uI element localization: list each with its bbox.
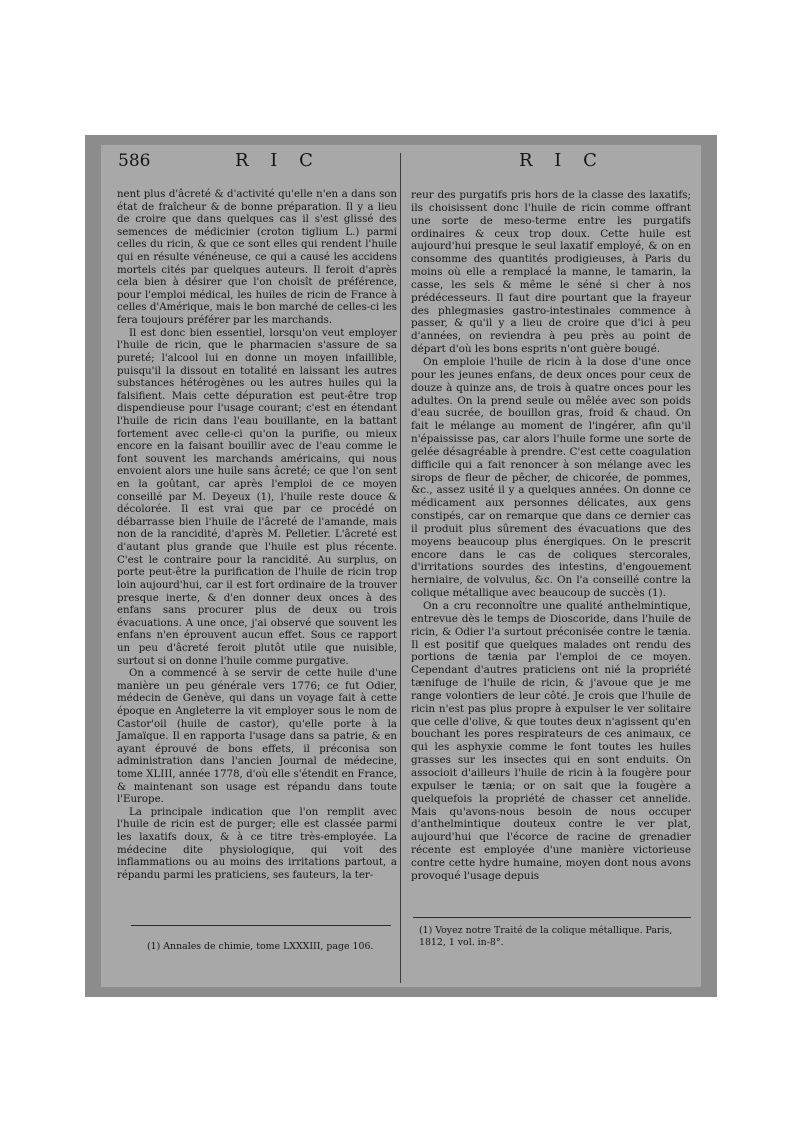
right-paragraph-1: reur des purgatifs pris hors de la classe des laxatifs; ils choisissent donc l'huile de ricin comme offrant une sorte de meso-terme entre les purgatifs ordinaires & ceux trop doux. Cette huile est aujourd'hui presque le seul laxatif employé, & on en consomme des quantités prodigieuses, à Paris du moins où elle a remplacé la manne, le tamarin, la casse, les sels & même le séné si cher à nos prédécesseurs. Il faut dire pourtant que la frayeur des phlegmasies gastro-intestinales commence à passer, & qu'il y a lieu de croire que d'ici à peu d'années, on reviendra à peu près au point de départ d'où les bons esprits n'ont guère bougé. — [411, 189, 691, 356]
right-paragraph-2: On emploie l'huile de ricin à la dose d'une once pour les jeunes enfans, de deux onces pour ceux de douze à quinze ans, de trois à quatre onces pour les adultes. On la prend seule ou mêlée avec son poids d'eau sucrée, de bouillon gras, froid & chaud. On fait le mélange au moment de l'ingérer, afin qu'il n'épaississe pas, car alors l'huile forme une sorte de gelée désagréable à prendre. C'est cette coagulation difficile qui a fait renoncer à son mélange avec les sirops de fleur de pêcher, de chicorée, de pommes, &c., assez usité il y a quelques années. On donne ce médicament aux personnes délicates, aux gens constipés, car on remarque que dans ce dernier cas il produit plus sûrement des évacuations que des moyens beaucoup plus énergiques. On le prescrit encore dans le cas de coliques stercorales, d'irritations sourdes des intestins, d'engouement herniaire, de volvulus, &c. On l'a conseillé contre la colique métallique avec beaucoup de succès (1). — [411, 355, 691, 600]
scanned-page-background — [85, 135, 717, 997]
left-paragraph-3: On a commencé à se servir de cette huile d'une manière un peu générale vers 1776; ce fut Odier, médecin de Genève, qui dans un voyage fait à cette époque en Angleterre la vit employer sous le nom de Castor'oil (huile de castor), qu'elle porte à la Jamaïque. Il en rapporta l'usage dans sa patrie, & en ayant éprouvé de bons effets, il préconisa son administration dans l'ancien Journal de médecine, tome XLIII, année 1778, d'où elle s'étendit en France, & maintenant son usage est répandu dans toute l'Europe. — [117, 668, 397, 806]
left-paragraph-4: La principale indication que l'on remplit avec l'huile de ricin est de purger; elle est classée parmi les laxatifs doux, & à ce titre très-employée. La médecine dite physiologique, qui voit des inflammations ou au moins des irritations partout, a répandu parmi les praticiens, ses fauteurs, la ter- — [117, 806, 397, 881]
right-paragraph-3: On a cru reconnoître une qualité anthelmintique, entrevue dès le temps de Dioscoride, dans l'huile de ricin, & Odier l'a surtout préconisée contre le tænia. Il est positif que quelques malades ont rendu des portions de tænia par l'emploi de ce moyen. Cependant d'autres praticiens ont nié la propriété tænifuge de l'huile de ricin, & j'avoue que je me range volontiers de leur côté. Je crois que l'huile de ricin n'est pas plus propre à expulser le ver solitaire que celle d'olive, & que toutes deux n'agissent qu'en bouchant les pores respirateurs de ces animaux, ce qui les asphyxie comme le font toutes les huiles grasses sur les insectes qui en sont enduits. On associoit d'ailleurs l'huile de ricin à la fougère pour expulser le tænia; or on sait que la fougère a quelquefois la propriété de chasser cet annelide. Mais qu'avons-nous besoin de nous occuper d'anthelmintique douteux contre le ver plat, aujourd'hui que l'écorce de racine de grenadier récente est employée d'une manière victorieuse contre cette hydre humaine, moyen dont nous avons provoqué l'usage depuis — [411, 600, 691, 882]
left-paragraph-1: nent plus d'âcreté & d'activité qu'elle n'en a dans son état de fraîcheur & de bonne préparation. Il y a lieu de croire que dans quelques cas il s'est glissé des semences de médicinier (croton tiglium L.) parmi celles du ricin, & que ce sont elles qui rendent l'huile qui en résulte vénéneuse, ce qui a causé les accidens mortels cités par quelques auteurs. Il feroit d'après cela bien à désirer que l'on choisît de préférence, pour l'emploi médical, les huiles de ricin de France à celles d'Amérique, mais le bon marché de celles-ci les fera toujours préférer par les marchands. — [117, 189, 397, 327]
left-footnote-rule — [131, 925, 391, 926]
running-title-right: R I C — [519, 150, 605, 171]
left-column — [117, 189, 397, 883]
running-title-left: R I C — [235, 150, 321, 171]
right-footnote: (1) Voyez notre Traité de la colique métallique. Paris, 1812, 1 vol. in-8°. — [419, 925, 673, 948]
page-number: 586 — [118, 151, 151, 171]
left-footnote: (1) Annales de chimie, tome LXXXIII, page 106. — [147, 941, 374, 952]
left-paragraph-2: Il est donc bien essentiel, lorsqu'on veut employer l'huile de ricin, que le pharmacien s'assure de sa pureté; l'alcool lui en donne un moyen infaillible, puisqu'il la dissout en totalité en laissant les autres substances hétérogènes ou les autres huiles qui la falsifient. Mais cette dépuration est peut-être trop dispendieuse pour l'usage courant; c'est en étendant l'huile de ricin dans l'eau bouillante, en la battant fortement avec celle-ci qu'on la purifie, ou mieux encore en la faisant bouillir avec de l'eau comme le font souvent les marchands américains, qui nous envoient alors une huile sans âcreté; ce que l'on sent en la goûtant, car après l'emploi de ce moyen conseillé par M. Deyeux (1), l'huile reste douce & décolorée. Il est vrai que par ce procédé on débarrasse bien l'huile de l'âcreté de l'amande, mais non de la rancidité, d'après M. Pelletier. L'âcreté est d'autant plus grande que l'huile est plus récente. C'est le contraire pour la rancidité. Au surplus, on porte peut-être la purification de l'huile de ricin trop loin aujourd'hui, car il est fort ordinaire de la trouver presque inerte, & d'en donner deux onces à des enfans sans procurer plus de deux ou trois évacuations. A une once, j'ai observé que souvent les enfans n'en éprouvent aucun effet. Sous ce rapport un peu d'âcreté feroit plutôt utile que nuisible, surtout si on donne l'huile comme purgative. — [117, 327, 397, 667]
right-footnote-rule — [413, 917, 691, 918]
right-column — [411, 189, 691, 883]
column-divider — [400, 153, 401, 983]
page-sheet — [101, 145, 701, 987]
